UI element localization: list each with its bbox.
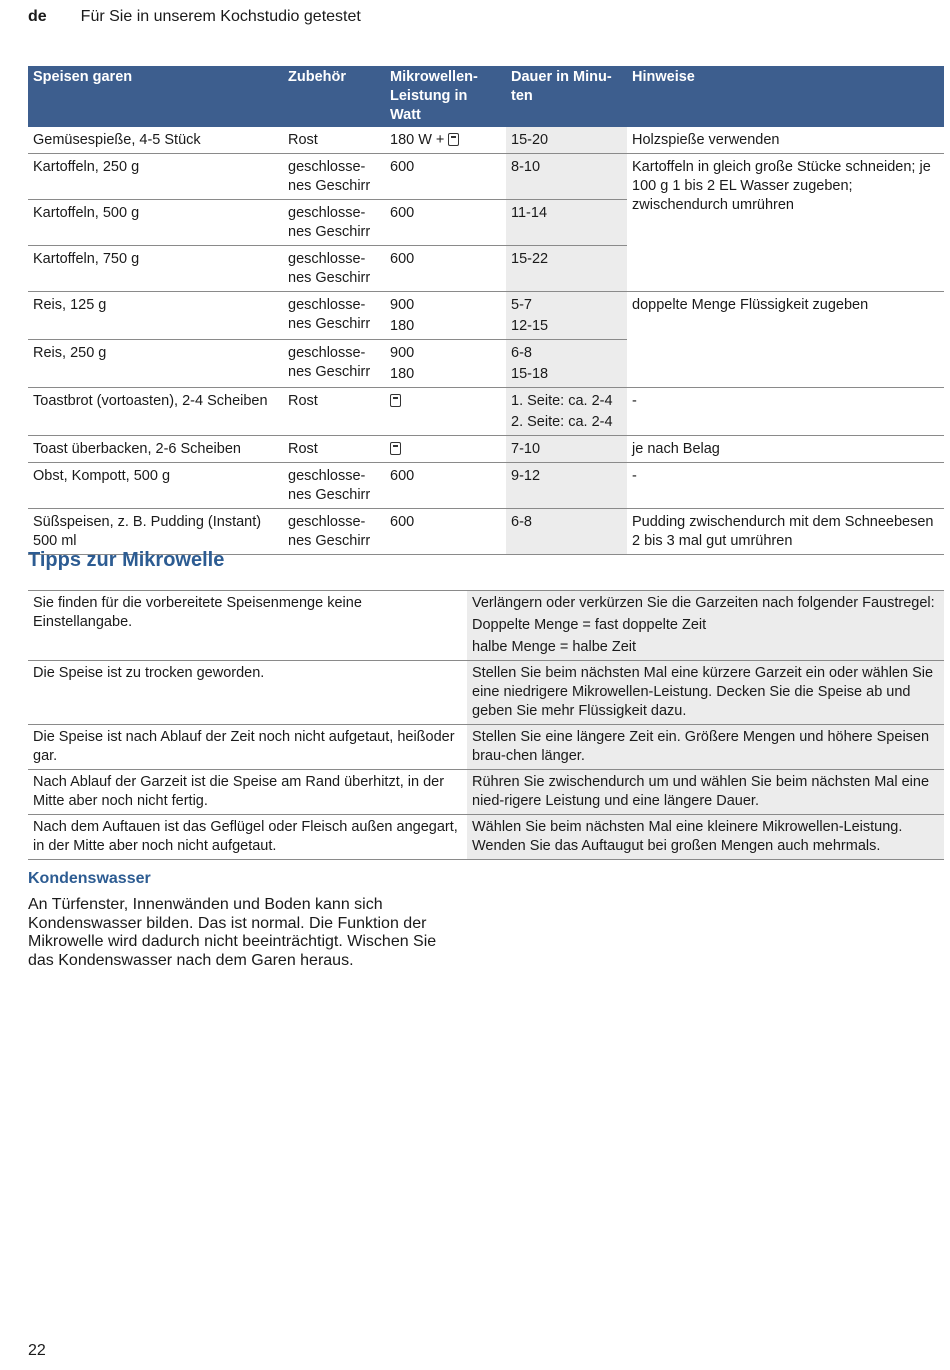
accessory-cell: Rost [283,127,385,154]
table-row [28,591,944,661]
duration-cell: 15-22 [506,246,627,292]
problem-cell: Nach dem Auftauen ist das Geflügel oder Fleisch außen angegart, in der Mitte aber noch nicht aufgetaut. [28,815,467,860]
problem-cell: Die Speise ist zu trocken geworden. [28,661,467,725]
duration-cell: 5-7 12-15 [506,292,627,340]
food-cell: Obst, Kompott, 500 g [28,463,283,509]
watt-cell: 900 180 [385,340,506,388]
col-header-accessory: Zubehör [283,66,385,127]
table-row [28,770,944,815]
table-row [28,292,944,340]
food-cell: Gemüsespieße, 4-5 Stück [28,127,283,154]
duration-cell: 15-20 [506,127,627,154]
food-cell: Kartoffeln, 750 g [28,246,283,292]
grill-icon [390,442,401,455]
section-title-tips: Tipps zur Mikrowelle [28,549,225,571]
duration-cell: 6-8 15-18 [506,340,627,388]
watt-cell [385,388,506,436]
note-cell: - [627,463,944,509]
solution-cell: Wählen Sie beim nächsten Mal eine kleinere Mikrowellen-Leistung. Wenden Sie das Auftaugut bei großen Mengen auch mehrmals. [467,815,944,860]
food-cell: Toastbrot (vortoasten), 2-4 Scheiben [28,388,283,436]
duration-cell: 7-10 [506,436,627,463]
watt-cell: 600 [385,200,506,246]
solution-cell: Verlängern oder verkürzen Sie die Garzeiten nach folgender Faustregel: Doppelte Menge = fast doppelte Zeit halbe Menge = halbe Zeit [467,591,944,661]
condensation-paragraph: An Türfenster, Innenwänden und Boden kann sich Kondenswasser bilden. Das ist normal. Die Funktion der Mikrowelle wird dadurch nicht beeinträchtigt. Wischen Sie das Kondenswasser nach dem Garen heraus. [28,896,437,969]
watt-cell: 600 [385,246,506,292]
grill-icon [448,133,459,146]
note-cell: doppelte Menge Flüssigkeit zugeben [627,292,944,388]
page-number: 22 [28,1342,46,1359]
cooking-table [28,66,944,555]
duration-cell: 11-14 [506,200,627,246]
watt-cell: 180 W + [385,127,506,154]
accessory-cell: geschlosse- nes Geschirr [283,200,385,246]
accessory-cell: Rost [283,436,385,463]
duration-cell: 6-8 [506,509,627,555]
accessory-cell: geschlosse- nes Geschirr [283,463,385,509]
table-row [28,154,944,200]
note-cell: Holzspieße verwenden [627,127,944,154]
page-header [28,8,361,26]
col-header-notes: Hinweise [627,66,944,127]
tips-table [28,590,944,860]
solution-cell: Rühren Sie zwischendurch um und wählen Sie beim nächsten Mal eine nied-rigere Leistung und eine längere Dauer. [467,770,944,815]
watt-cell [385,436,506,463]
table-row [28,127,944,154]
note-cell: Kartoffeln in gleich große Stücke schneiden; je 100 g 1 bis 2 EL Wasser zugeben; zwischendurch umrühren [627,154,944,292]
col-header-watt: Mikrowellen- Leistung in Watt [385,66,506,127]
watt-cell: 600 [385,154,506,200]
accessory-cell: Rost [283,388,385,436]
table-row [28,661,944,725]
food-cell: Süßspeisen, z. B. Pudding (Instant) 500 ml [28,509,283,555]
note-cell: - [627,388,944,436]
table-row [28,815,944,860]
food-cell: Kartoffeln, 500 g [28,200,283,246]
solution-cell: Stellen Sie eine längere Zeit ein. Größere Mengen und höhere Speisen brau-chen länger. [467,725,944,770]
food-cell: Toast überbacken, 2-6 Scheiben [28,436,283,463]
accessory-cell: geschlosse- nes Geschirr [283,154,385,200]
note-cell: Pudding zwischendurch mit dem Schneebesen 2 bis 3 mal gut umrühren [627,509,944,555]
col-header-duration: Dauer in Minu- ten [506,66,627,127]
accessory-cell: geschlosse- nes Geschirr [283,509,385,555]
duration-cell: 1. Seite: ca. 2-4 2. Seite: ca. 2-4 [506,388,627,436]
cooking-table-header [28,66,944,127]
language-tag: de [28,8,47,25]
table-row [28,436,944,463]
watt-cell: 900 180 [385,292,506,340]
watt-cell: 600 [385,509,506,555]
col-header-food: Speisen garen [28,66,283,127]
watt-cell: 600 [385,463,506,509]
table-row [28,509,944,555]
problem-cell: Sie finden für die vorbereitete Speisenmenge keine Einstellangabe. [28,591,467,661]
table-row [28,463,944,509]
section-title-condensation: Kondenswasser [28,870,151,887]
header-title: Für Sie in unserem Kochstudio getestet [80,8,361,25]
accessory-cell: geschlosse- nes Geschirr [283,292,385,340]
accessory-cell: geschlosse- nes Geschirr [283,246,385,292]
problem-cell: Die Speise ist nach Ablauf der Zeit noch nicht aufgetaut, heißoder gar. [28,725,467,770]
duration-cell: 9-12 [506,463,627,509]
duration-cell: 8-10 [506,154,627,200]
accessory-cell: geschlosse- nes Geschirr [283,340,385,388]
problem-cell: Nach Ablauf der Garzeit ist die Speise am Rand überhitzt, in der Mitte aber noch nicht fertig. [28,770,467,815]
solution-cell: Stellen Sie beim nächsten Mal eine kürzere Garzeit ein oder wählen Sie eine niedrigere Mikrowellen-Leistung. Decken Sie die Speise ab und geben Sie mehr Flüssigkeit dazu. [467,661,944,725]
table-row [28,725,944,770]
food-cell: Reis, 250 g [28,340,283,388]
table-row [28,388,944,436]
note-cell: je nach Belag [627,436,944,463]
food-cell: Reis, 125 g [28,292,283,340]
grill-icon [390,394,401,407]
food-cell: Kartoffeln, 250 g [28,154,283,200]
